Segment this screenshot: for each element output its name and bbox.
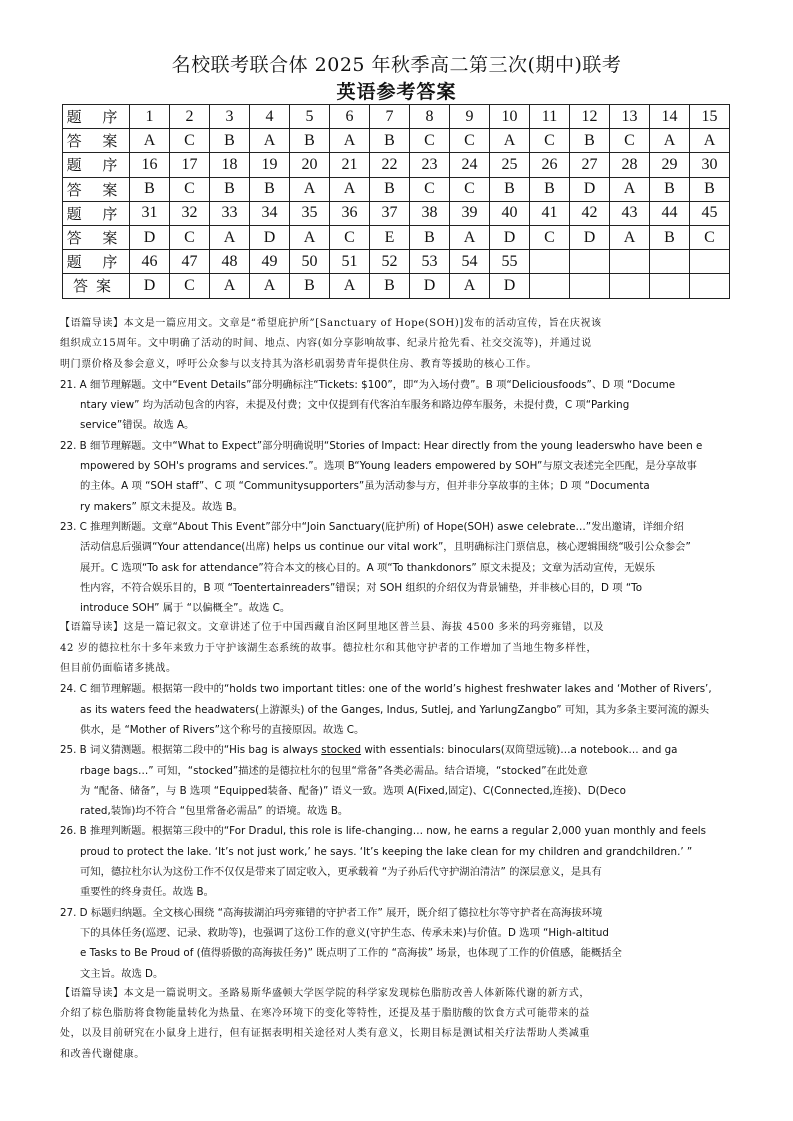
text-line: 27. D 标题归纳题。全文核心围绕 “高海拔湖泊玛旁雍错的守护者工作” 展开，既介绍了德拉杜尔等守护者在高海拔环境: [60, 906, 603, 919]
answer-letter: A: [450, 225, 490, 249]
answer-letter: B: [370, 177, 410, 201]
passage-guide-a: [60, 314, 732, 375]
text-line: ntary view” 均为活动包含的内容，未提及付费；文中仅提到有代客泊车服务和路边停车服务，未提付费，C 项“Parking: [80, 399, 630, 412]
text-line: 展开。C 选项“To ask for attendance”符合本文的核心目的。A 项“To thankdonors” 原文未提及；文章为活动宣传，无娱乐: [80, 561, 655, 574]
question-number: 55: [490, 250, 530, 274]
text-line: 【语篇导读】这是一篇记叙文。文章讲述了位于中国西藏自治区阿里地区普兰县、海拔 4500 多米的玛旁雍错，以及: [60, 622, 605, 634]
question-number: 37: [370, 201, 410, 225]
answer-letter: C: [690, 225, 730, 249]
answer-letter: C: [410, 129, 450, 153]
text-line: 供水，是 “Mother of Rivers”这个称号的直接原因。故选 C。: [80, 723, 365, 736]
question-number: 32: [170, 201, 210, 225]
question-number: 54: [450, 250, 490, 274]
question-number: 47: [170, 250, 210, 274]
explanations: [60, 314, 732, 1065]
answer-table: [62, 104, 730, 299]
question-number-row: [63, 201, 730, 225]
answer-row: [63, 225, 730, 249]
text-line: e Tasks to Be Proud of (值得骄傲的高海拔任务)” 既点明了工作的 “高海拔” 场景，也体现了工作的价值感，能概括全: [80, 947, 622, 960]
explanation-q27: [60, 903, 732, 984]
answer-letter: A: [610, 177, 650, 201]
question-number: 31: [130, 201, 170, 225]
question-number: 46: [130, 250, 170, 274]
answer-letter: A: [250, 274, 290, 298]
question-number: 12: [570, 105, 610, 129]
row-label-question: 题 序: [63, 201, 130, 225]
row-label-question: 题 序: [63, 105, 130, 129]
answer-letter: C: [170, 225, 210, 249]
answer-letter: A: [250, 129, 290, 153]
question-number: 51: [330, 250, 370, 274]
answer-letter: A: [610, 225, 650, 249]
answer-letter: C: [170, 274, 210, 298]
text-line: rbage bags…” 可知，“stocked”描述的是德拉杜尔的包里“常备”各类必需品。结合语境，“stocked”在此处意: [80, 764, 588, 777]
question-number: 25: [490, 153, 530, 177]
text-line: service”错误。故选 A。: [80, 419, 195, 432]
answer-letter: B: [530, 177, 570, 201]
answer-letter: C: [330, 225, 370, 249]
text-span: 25. B 词义猜测题。根据第二段中的“His bag is always: [60, 744, 322, 757]
question-number: 9: [450, 105, 490, 129]
text-line: 明门票价格及参会意义，呼吁公众参与以支持其为洛杉矶弱势青年提供住房、教育等援助的核心工作。: [60, 358, 537, 370]
question-number-row: [63, 105, 730, 129]
question-number: 48: [210, 250, 250, 274]
answer-letter: D: [250, 225, 290, 249]
question-number: 17: [170, 153, 210, 177]
passage-guide-c: [60, 984, 732, 1065]
answer-letter: C: [530, 225, 570, 249]
question-number: 28: [610, 153, 650, 177]
answer-letter: A: [690, 129, 730, 153]
answer-letter: B: [650, 177, 690, 201]
text-line: ry makers” 原文未提及。故选 B。: [80, 500, 244, 513]
explanation-q25: [60, 740, 732, 821]
text-line: 为 “配备、储备”，与 B 选项 “Equipped装备、配备)” 语义一致。选项 A(Fixed,固定)、C(Connected,连接)、D(Deco: [80, 784, 626, 797]
text-line: 【语篇导读】本文是一篇说明文。圣路易斯华盛顿大学医学院的科学家发现棕色脂肪改善人体新陈代谢的新方式，: [60, 987, 590, 999]
text-line: 处，以及目前研究在小鼠身上进行，但有证据表明相关途径对人类有意义，长期目标是测试相关疗法帮助人类减重: [60, 1028, 590, 1040]
question-number: 41: [530, 201, 570, 225]
text-line: 下的具体任务(巡逻、记录、救助等)，也强调了这份工作的意义(守护生态、传承未来)与价值。D 选项 “High-altitud: [80, 926, 609, 939]
text-line: 22. B 细节理解题。文中“What to Expect”部分明确说明“Stories of Impact: Hear directly from the young leaderswho have been e: [60, 439, 703, 452]
text-line: 42 岁的德拉杜尔十多年来致力于守护该湖生态系统的故事。德拉杜尔和其他守护者的工作增加了当地生物多样性，: [60, 642, 598, 654]
answer-letter: B: [210, 129, 250, 153]
answer-letter: A: [330, 129, 370, 153]
question-number: [570, 250, 610, 274]
answer-letter: [690, 274, 730, 298]
answer-letter: D: [490, 225, 530, 249]
question-number: 52: [370, 250, 410, 274]
page-title: 名校联考联合体 2025 年秋季高二第三次(期中)联考: [171, 54, 622, 76]
question-number: 26: [530, 153, 570, 177]
question-number: [690, 250, 730, 274]
question-number: 10: [490, 105, 530, 129]
question-number: 15: [690, 105, 730, 129]
question-number: 33: [210, 201, 250, 225]
answer-letter: [650, 274, 690, 298]
answer-letter: A: [330, 177, 370, 201]
text-line: 介绍了棕色脂肪将食物能量转化为热量、在寒冷环境下的变化等特性，还提及基于脂肪酸的饮食方式可能带来的益: [60, 1008, 590, 1020]
question-number-row: [63, 250, 730, 274]
page-subtitle: 英语参考答案: [336, 81, 457, 103]
explanation-q23: [60, 517, 732, 618]
text-line: 活动信息后强调“Your attendance(出席) helps us continue our vital work”，且明确标注门票信息，核心逻辑围绕“吸引公众参会”: [80, 541, 691, 554]
question-number: 42: [570, 201, 610, 225]
question-number: 39: [450, 201, 490, 225]
answer-letter: A: [210, 274, 250, 298]
explanation-q24: [60, 679, 732, 740]
question-number: 49: [250, 250, 290, 274]
underlined-word: stocked: [321, 744, 362, 757]
text-line: 重要性的终身责任。故选 B。: [80, 886, 214, 899]
text-line: 组织成立15周年。文中明确了活动的时间、地点、内容(如分享影响故事、纪录片抢先看、社交交流等)，并通过说: [60, 338, 592, 350]
question-number: [650, 250, 690, 274]
question-number: 6: [330, 105, 370, 129]
answer-letter: B: [690, 177, 730, 201]
question-number: 4: [250, 105, 290, 129]
answer-letter: C: [170, 129, 210, 153]
question-number: 3: [210, 105, 250, 129]
answer-row: [63, 274, 730, 298]
question-number-row: [63, 153, 730, 177]
question-number: [530, 250, 570, 274]
text-line: 23. C 推理判断题。文章“About This Event”部分中“Join Sanctuary(庇护所) of Hope(SOH) aswe celebrate…”发出邀请，详细介绍: [60, 520, 684, 533]
answer-letter: B: [290, 129, 330, 153]
text-line: [60, 740, 732, 760]
answer-letter: D: [410, 274, 450, 298]
passage-guide-b: [60, 618, 732, 679]
text-line: mpowered by SOH's programs and services.”。选项 B“Young leaders empowered by SOH”与原文表述完全匹配，是分享故事: [80, 460, 697, 473]
explanation-q22: [60, 436, 732, 517]
question-number: 7: [370, 105, 410, 129]
question-number: 1: [130, 105, 170, 129]
text-line: 文主旨。故选 D。: [80, 967, 164, 980]
text-line: 的主体。A 项 “SOH staff”、C 项 “Communitysupporters”虽为活动参与方，但并非分享故事的主体；D 项 “Documenta: [80, 480, 650, 493]
text-line: 和改善代谢健康。: [60, 1048, 145, 1060]
answer-letter: D: [490, 274, 530, 298]
answer-letter: D: [130, 225, 170, 249]
question-number: 11: [530, 105, 570, 129]
question-number: 45: [690, 201, 730, 225]
answer-letter: B: [370, 274, 410, 298]
answer-letter: E: [370, 225, 410, 249]
text-line: 24. C 细节理解题。根据第一段中的“holds two important titles: one of the world’s highest freshwater lakes and ‘Mother of Rivers’,: [60, 683, 712, 696]
question-number: 5: [290, 105, 330, 129]
answer-row: [63, 129, 730, 153]
answer-letter: A: [130, 129, 170, 153]
question-number: 50: [290, 250, 330, 274]
text-line: 性内容，不符合娱乐目的，B 项 “Toentertainreaders”错误；对 SOH 组织的介绍仅为背景铺垫，并非核心目的，D 项 “To: [80, 581, 643, 594]
question-number: 24: [450, 153, 490, 177]
answer-letter: A: [210, 225, 250, 249]
text-line: 可知，德拉杜尔认为这份工作不仅仅是带来了固定收入，更承载着 “为子孙后代守护湖泊清洁” 的深层意义，是具有: [80, 866, 602, 879]
question-number: 36: [330, 201, 370, 225]
answer-letter: B: [210, 177, 250, 201]
answer-letter: C: [170, 177, 210, 201]
answer-letter: B: [130, 177, 170, 201]
row-label-answer: 答 案: [63, 129, 130, 153]
text-line: 21. A 细节理解题。文中“Event Details”部分明确标注“Tickets: $100”，即“为入场付费”。B 项“Deliciousfoods”、D 项 “Docume: [60, 378, 676, 391]
question-number: 2: [170, 105, 210, 129]
row-label-question: 题 序: [63, 153, 130, 177]
answer-letter: C: [450, 129, 490, 153]
row-label-question: 题 序: [63, 250, 130, 274]
question-number: 23: [410, 153, 450, 177]
answer-letter: [610, 274, 650, 298]
answer-letter: A: [290, 225, 330, 249]
text-line: 【语篇导读】本文是一篇应用文。文章是“希望庇护所”[Sanctuary of Hope(SOH)]发布的活动宣传，旨在庆祝该: [60, 318, 602, 329]
text-line: rated,装饰)均不符合 “包里常备必需品” 的语境。故选 B。: [80, 805, 349, 818]
answer-letter: [530, 274, 570, 298]
answer-letter: C: [450, 177, 490, 201]
answer-letter: [570, 274, 610, 298]
question-number: 13: [610, 105, 650, 129]
explanation-q26: [60, 821, 732, 902]
row-label-answer: 答案: [63, 274, 130, 298]
text-line: as its waters feed the headwaters(上游源头) of the Ganges, Indus, Sutlej, and YarlungZangbo” 可知，其为多条主要河流的源头: [80, 703, 710, 716]
answer-letter: C: [410, 177, 450, 201]
question-number: 35: [290, 201, 330, 225]
answer-letter: A: [290, 177, 330, 201]
question-number: 29: [650, 153, 690, 177]
question-number: 53: [410, 250, 450, 274]
question-number: 21: [330, 153, 370, 177]
answer-letter: A: [650, 129, 690, 153]
row-label-answer: 答 案: [63, 177, 130, 201]
question-number: 8: [410, 105, 450, 129]
text-line: 26. B 推理判断题。根据第三段中的“For Dradul, this role is life-changing… now, he earns a regular 2,000 yuan monthly and feels: [60, 825, 707, 838]
answer-letter: B: [410, 225, 450, 249]
answer-letter: D: [570, 177, 610, 201]
answer-letter: D: [130, 274, 170, 298]
question-number: 44: [650, 201, 690, 225]
text-span: with essentials: binoculars(双筒望远镜)…a notebook… and ga: [361, 744, 678, 757]
answer-row: [63, 177, 730, 201]
question-number: [610, 250, 650, 274]
answer-letter: C: [610, 129, 650, 153]
question-number: 18: [210, 153, 250, 177]
question-number: 38: [410, 201, 450, 225]
question-number: 16: [130, 153, 170, 177]
question-number: 20: [290, 153, 330, 177]
answer-letter: B: [370, 129, 410, 153]
answer-letter: A: [330, 274, 370, 298]
text-line: introduce SOH” 属于 “以偏概全”。故选 C。: [80, 602, 291, 615]
question-number: 27: [570, 153, 610, 177]
question-number: 22: [370, 153, 410, 177]
explanation-q21: [60, 375, 732, 436]
answer-letter: B: [250, 177, 290, 201]
question-number: 19: [250, 153, 290, 177]
text-line: 但目前仍面临诸多挑战。: [60, 663, 177, 675]
answer-letter: B: [650, 225, 690, 249]
answer-letter: B: [490, 177, 530, 201]
question-number: 34: [250, 201, 290, 225]
answer-letter: B: [290, 274, 330, 298]
text-line: proud to protect the lake. ‘It’s not just work,’ he says. ‘It’s keeping the lake clean for my children and grandchildren.’ ”: [80, 845, 693, 858]
answer-letter: D: [570, 225, 610, 249]
question-number: 43: [610, 201, 650, 225]
answer-letter: C: [530, 129, 570, 153]
row-label-answer: 答 案: [63, 225, 130, 249]
question-number: 30: [690, 153, 730, 177]
question-number: 40: [490, 201, 530, 225]
answer-letter: B: [570, 129, 610, 153]
answer-letter: A: [450, 274, 490, 298]
question-number: 14: [650, 105, 690, 129]
answer-letter: A: [490, 129, 530, 153]
